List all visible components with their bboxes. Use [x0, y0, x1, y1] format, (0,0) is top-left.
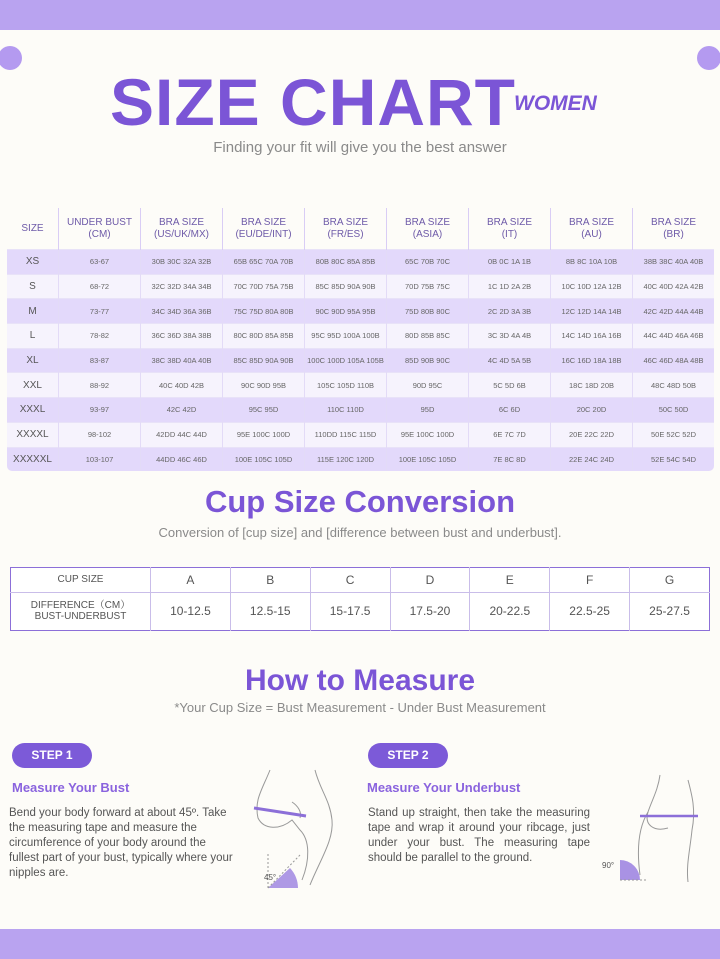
difference-cell: 15-17.5 — [310, 592, 390, 630]
size-value-cell: 3C 3D 4A 4B — [469, 324, 551, 349]
size-value-cell: 98-102 — [59, 422, 141, 447]
cup-conversion-note: Conversion of [cup size] and [difference between bust and underbust]. — [158, 525, 562, 540]
right-dot-decoration — [697, 46, 720, 70]
cup-size-cell: G — [630, 568, 710, 593]
size-value-cell: 95E 100C 100D — [387, 422, 469, 447]
size-label-cell: XXXXL — [7, 422, 59, 447]
size-value-cell: 68-72 — [59, 274, 141, 299]
size-value-cell: 95E 100C 100D — [223, 422, 305, 447]
size-label-cell: XS — [7, 250, 59, 275]
size-value-cell: 4C 4D 5A 5B — [469, 348, 551, 373]
cup-size-cell: C — [310, 568, 390, 593]
size-value-cell: 80C 80D 85A 85B — [223, 324, 305, 349]
size-value-cell: 42DD 44C 44D — [141, 422, 223, 447]
size-table-row — [7, 299, 715, 324]
size-value-cell: 75D 80B 80C — [387, 299, 469, 324]
size-label-cell: S — [7, 274, 59, 299]
step-1-title: Measure Your Bust — [12, 780, 130, 795]
cup-size-cell: B — [230, 568, 310, 593]
size-table-header-cell: BRA SIZE (ASIA) — [387, 208, 469, 250]
difference-cell: 10-12.5 — [151, 592, 231, 630]
size-label-cell: XXL — [7, 373, 59, 398]
size-table-header-cell: BRA SIZE (IT) — [469, 208, 551, 250]
size-value-cell: 75C 75D 80A 80B — [223, 299, 305, 324]
how-to-measure-title: How to Measure — [244, 664, 476, 697]
size-value-cell: 90C 90D 95A 95B — [305, 299, 387, 324]
size-value-cell: 85C 85D 90A 90B — [223, 348, 305, 373]
step-2-text: Stand up straight, then take the measuring tape and wrap it around your ribcage, just under your bust. The measuring tape should be parallel to the ground. — [368, 807, 590, 864]
size-table-header-cell: UNDER BUST (CM) — [59, 208, 141, 250]
size-table-row — [7, 250, 715, 275]
size-label-cell: M — [7, 299, 59, 324]
size-value-cell: 65C 70B 70C — [387, 250, 469, 275]
size-value-cell: 30B 30C 32A 32B — [141, 250, 223, 275]
difference-cell: 22.5-25 — [550, 592, 630, 630]
size-label-cell: XXXL — [7, 398, 59, 423]
size-table-row — [7, 373, 715, 398]
size-table-row — [7, 274, 715, 299]
size-value-cell: 70C 70D 75A 75B — [223, 274, 305, 299]
bottom-band — [0, 929, 720, 959]
size-value-cell: 110C 110D — [305, 398, 387, 423]
cup-size-cell: E — [470, 568, 550, 593]
size-value-cell: 20C 20D — [551, 398, 633, 423]
size-value-cell: 38B 38C 40A 40B — [633, 250, 715, 275]
size-value-cell: 48C 48D 50B — [633, 373, 715, 398]
size-value-cell: 78-82 — [59, 324, 141, 349]
difference-label: DIFFERENCE（CM） BUST-UNDERBUST — [11, 592, 151, 630]
size-value-cell: 83-87 — [59, 348, 141, 373]
size-table-row — [7, 348, 715, 373]
cup-size-cell: A — [151, 568, 231, 593]
size-value-cell: 12C 12D 14A 14B — [551, 299, 633, 324]
cup-conversion-table — [10, 567, 710, 631]
size-label-cell: L — [7, 324, 59, 349]
size-table-header-cell: BRA SIZE (AU) — [551, 208, 633, 250]
size-table-header-cell: BRA SIZE (BR) — [650, 216, 696, 240]
size-table-row — [7, 324, 715, 349]
page-subtitle: Finding your fit will give you the best answer — [213, 139, 507, 156]
step-2-badge: STEP 2 — [368, 743, 448, 768]
size-value-cell: 42C 42D — [141, 398, 223, 423]
size-value-cell: 36C 36D 38A 38B — [141, 324, 223, 349]
size-table-header — [7, 208, 715, 250]
step-1-text: Bend your body forward at about 45º. Take the measuring tape and measure the circumference of your body around the fullest part of your bust, typically where your nipples are. — [9, 807, 233, 879]
size-label-cell: XL — [7, 348, 59, 373]
size-value-cell: 16C 16D 18A 18B — [551, 348, 633, 373]
size-value-cell: 32C 32D 34A 34B — [141, 274, 223, 299]
size-value-cell: 73-77 — [59, 299, 141, 324]
size-value-cell: 8B 8C 10A 10B — [551, 250, 633, 275]
size-value-cell: 115E 120C 120D — [305, 447, 387, 472]
size-value-cell: 70D 75B 75C — [387, 274, 469, 299]
size-table-row — [7, 422, 715, 447]
angle-45-label: 45° — [264, 873, 277, 882]
difference-cell: 25-27.5 — [649, 604, 690, 619]
size-value-cell: 65B 65C 70A 70B — [223, 250, 305, 275]
size-value-cell: 2C 2D 3A 3B — [469, 299, 551, 324]
size-value-cell: 105C 105D 110B — [305, 373, 387, 398]
size-table-header-cell: SIZE — [7, 208, 59, 250]
size-value-cell: 6E 7C 7D — [469, 422, 551, 447]
size-value-cell: 95C 95D — [223, 398, 305, 423]
size-value-cell: 38C 38D 40A 40B — [141, 348, 223, 373]
page-title: SIZE CHART — [110, 65, 516, 139]
size-value-cell: 100C 100D 105A 105B — [305, 348, 387, 373]
size-value-cell: 50E 52C 52D — [633, 422, 715, 447]
difference-cell: 17.5-20 — [390, 592, 470, 630]
left-dot-decoration — [0, 46, 22, 70]
size-value-cell: 85D 90B 90C — [387, 348, 469, 373]
size-value-cell: 1C 1D 2A 2B — [469, 274, 551, 299]
size-table-row — [7, 398, 715, 423]
size-value-cell: 95C 95D 100A 100B — [305, 324, 387, 349]
size-value-cell: 44C 44D 46A 46B — [633, 324, 715, 349]
size-value-cell: 100E 105C 105D — [387, 447, 469, 472]
bust-measure-illustration — [240, 760, 360, 895]
size-value-cell: 90C 90D 95B — [223, 373, 305, 398]
size-table-body — [7, 250, 715, 472]
size-value-cell: 44DD 46C 46D — [141, 447, 223, 472]
size-value-cell: 88-92 — [59, 373, 141, 398]
difference-cell: 20-22.5 — [470, 592, 550, 630]
difference-row — [11, 592, 710, 630]
size-value-cell: 85C 85D 90A 90B — [305, 274, 387, 299]
step-1-badge: STEP 1 — [12, 743, 92, 768]
cup-size-formula: *Your Cup Size = Bust Measurement - Under Bust Measurement — [174, 700, 546, 715]
size-value-cell: 90D 95C — [387, 373, 469, 398]
size-table-header-cell: BRA SIZE (FR/ES) — [305, 208, 387, 250]
cup-size-cell: F — [550, 568, 630, 593]
size-label-cell: XXXXXL — [7, 447, 59, 472]
size-table-header-cell: BRA SIZE (US/UK/MX) — [141, 208, 223, 250]
size-table-header-cell: BRA SIZE (EU/DE/INT) — [223, 208, 305, 250]
size-value-cell: 50C 50D — [633, 398, 715, 423]
cup-conversion-title: Cup Size Conversion — [204, 484, 516, 519]
size-value-cell: 6C 6D — [469, 398, 551, 423]
size-value-cell: 95D — [387, 398, 469, 423]
size-value-cell: 20E 22C 22D — [551, 422, 633, 447]
size-value-cell: 40C 40D 42B — [141, 373, 223, 398]
size-value-cell: 22E 24C 24D — [551, 447, 633, 472]
size-value-cell: 10C 10D 12A 12B — [551, 274, 633, 299]
size-value-cell: 40C 40D 42A 42B — [633, 274, 715, 299]
size-value-cell: 100E 105C 105D — [223, 447, 305, 472]
size-value-cell: 46C 46D 48A 48B — [633, 348, 715, 373]
cup-size-cell: D — [390, 568, 470, 593]
size-value-cell: 42C 42D 44A 44B — [633, 299, 715, 324]
size-value-cell: 5C 5D 6B — [469, 373, 551, 398]
top-band — [0, 0, 720, 30]
size-value-cell: 103-107 — [59, 447, 141, 472]
women-tag: WOMEN — [514, 92, 597, 115]
cup-size-label: CUP SIZE — [11, 568, 151, 593]
size-value-cell: 14C 14D 16A 16B — [551, 324, 633, 349]
size-value-cell: 93-97 — [59, 398, 141, 423]
size-value-cell: 7E 8C 8D — [469, 447, 551, 472]
size-table — [6, 207, 715, 472]
step-2-title: Measure Your Underbust — [367, 780, 521, 795]
size-table-row — [7, 447, 715, 472]
size-value-cell: 110DD 115C 115D — [305, 422, 387, 447]
size-value-cell: 18C 18D 20B — [551, 373, 633, 398]
underbust-measure-illustration — [600, 770, 710, 885]
size-value-cell: 52E 54C 54D — [633, 447, 715, 472]
size-value-cell: 0B 0C 1A 1B — [469, 250, 551, 275]
size-value-cell: 80D 85B 85C — [387, 324, 469, 349]
size-value-cell: 80B 80C 85A 85B — [305, 250, 387, 275]
difference-cell: 12.5-15 — [230, 592, 310, 630]
angle-90-label: 90° — [602, 861, 615, 870]
size-value-cell: 63-67 — [59, 250, 141, 275]
size-value-cell: 34C 34D 36A 36B — [141, 299, 223, 324]
cup-size-row — [11, 568, 710, 593]
